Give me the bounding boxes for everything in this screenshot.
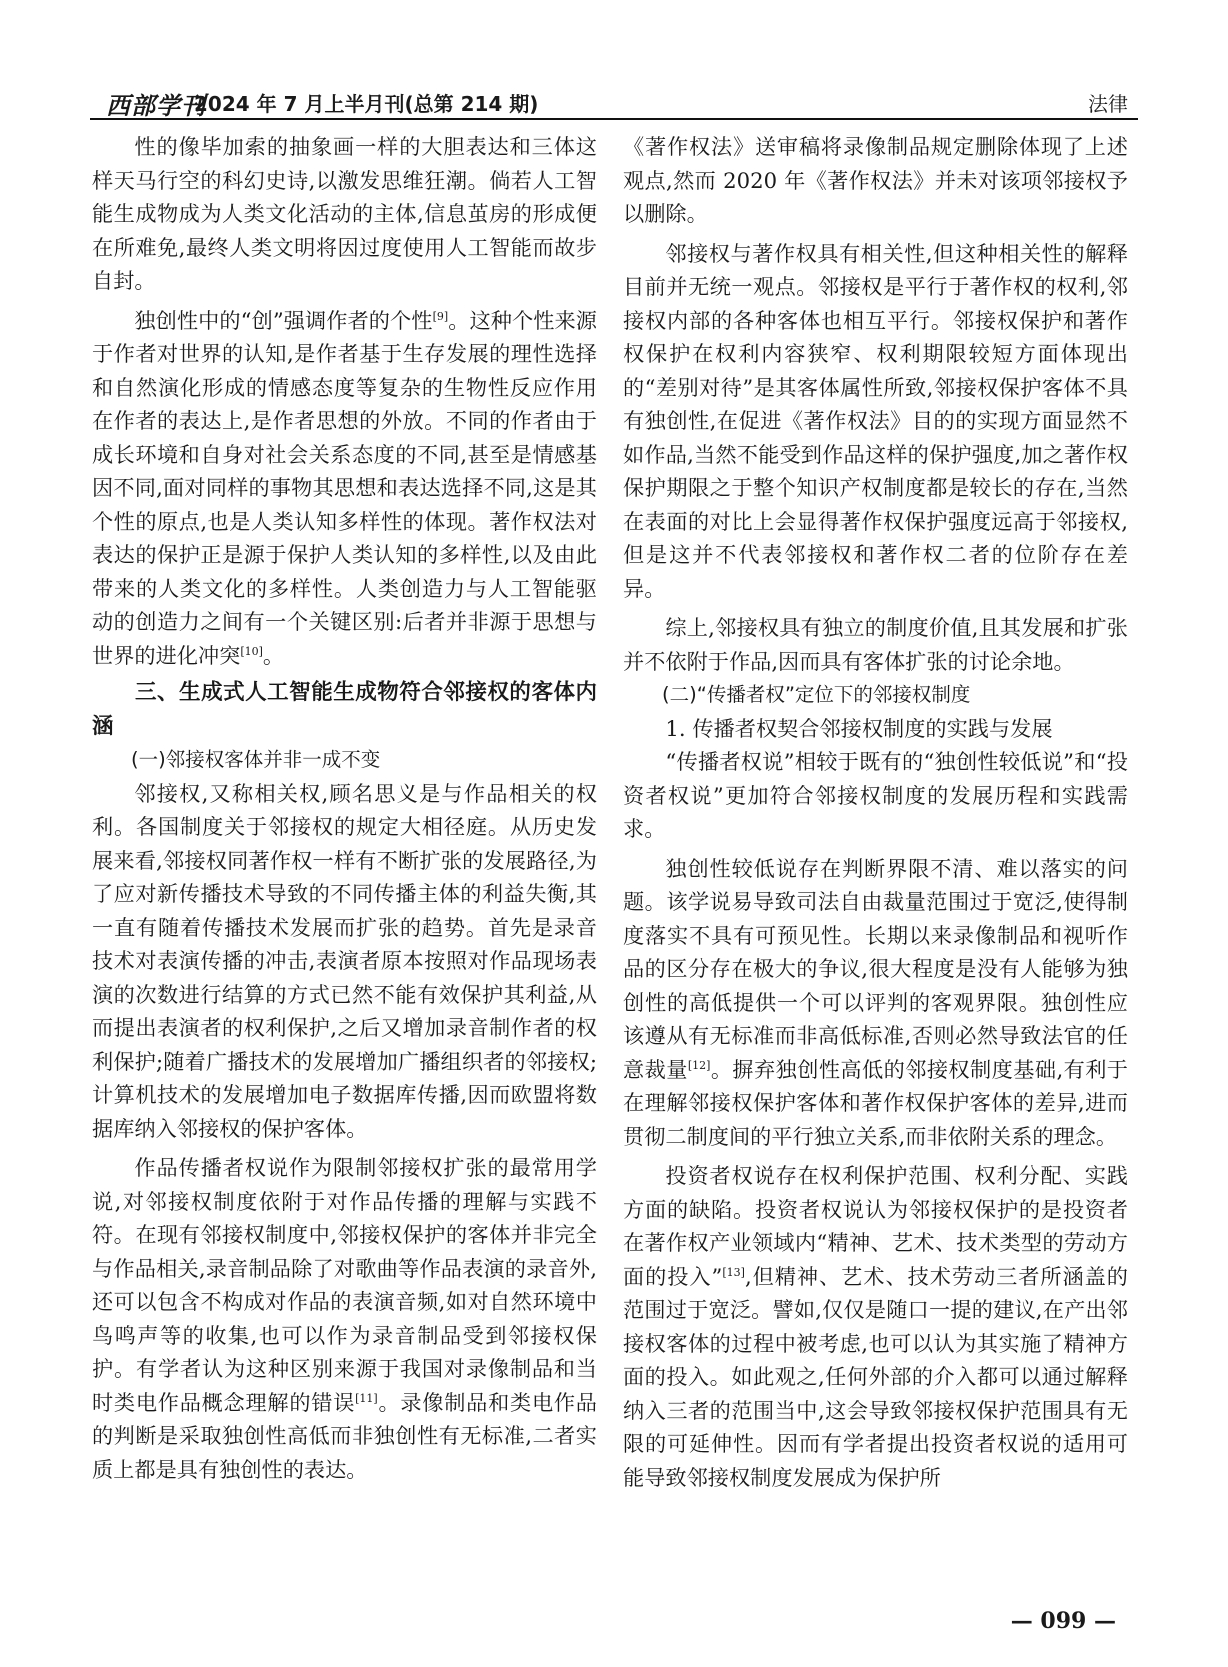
paragraph-text: 综上,邻接权具有独立的制度价值,且其发展和扩张并不依附于作品,因而具有客体扩张的讨论余地。 bbox=[623, 615, 1128, 674]
paragraph-text: ,但精神、艺术、技术劳动三者所涵盖的范围过于宽泛。譬如,仅仅是随口一提的建议,在产出邻接权客体的过程中被考虑,也可以认为其实施了精神方面的投入。如此观之,任何外部的介入都可以通过解释纳入三者的范围当中,这会导致邻接权保护范围具有无限的可延伸性。因而有学者提出投资者权说的适用可能导致邻接权制度发展成为保护所 bbox=[623, 1263, 1128, 1490]
page-header bbox=[90, 84, 1138, 120]
paragraph-text: 独创性中的“创”强调作者的个性 bbox=[134, 307, 433, 333]
paragraph-text: 。这种个性来源于作者对世界的认知,是作者基于生存发展的理性选择和自然演化形成的情感态度等复杂的生物性反应作用在作者的表达上,是作者思想的外放。不同的作者由于成长环境和自身对社会关系态度的不同,甚至是情感基因不同,面对同样的事物其思想和表达选择不同,这是其个性的原点,也是人类认知多样性的体现。著作权法对表达的保护正是源于保护人类认知的多样性,以及由此带来的人类文化的多样性。人类创造力与人工智能驱动的创造力之间有一个关键区别:后者并非源于思想与世界的进化冲突 bbox=[92, 307, 597, 668]
left-column bbox=[92, 130, 597, 1486]
body-paragraph bbox=[92, 130, 597, 298]
right-column bbox=[623, 130, 1128, 1494]
body-paragraph bbox=[623, 745, 1128, 846]
body-paragraph bbox=[623, 1159, 1128, 1494]
body-paragraph bbox=[623, 852, 1128, 1154]
paragraph-text: 。录像制品和类电作品的判断是采取独创性高低而非独创性有无标准,二者实质上都是具有独创性的表达。 bbox=[92, 1389, 597, 1482]
section-title: 法律 bbox=[1088, 92, 1128, 116]
section-heading: 三、生成式人工智能生成物符合邻接权的客体内涵 bbox=[92, 680, 597, 739]
issue-info: 2024 年 7 月上半月刊(总第 214 期) bbox=[194, 92, 539, 116]
subsection-heading: (一)邻接权客体并非一成不变 bbox=[131, 748, 381, 771]
body-paragraph bbox=[92, 1151, 597, 1486]
subsection-heading: (二)“传播者权”定位下的邻接权制度 bbox=[662, 683, 971, 706]
citation-ref: [11] bbox=[355, 1391, 378, 1405]
paragraph-text: 。 bbox=[262, 642, 285, 668]
body-paragraph bbox=[623, 237, 1128, 606]
citation-ref: [12] bbox=[687, 1058, 711, 1072]
paragraph-text: 独创性较低说存在判断界限不清、难以落实的问题。该学说易导致司法自由裁量范围过于宽泛,使得制度落实不具有可预见性。长期以来录像制品和视听作品的区分存在极大的争议,很大程度是没有人能够为独创性的高低提供一个可以评判的客观界限。独创性应该遵从有无标准而非高低标准,否则必然导致法官的任意裁量 bbox=[623, 855, 1128, 1082]
citation-ref: [9] bbox=[432, 309, 449, 323]
journal-logo: 西部学刊 bbox=[106, 91, 206, 120]
paragraph-text: 。摒弃独创性高低的邻接权制度基础,有利于在理解邻接权保护客体和著作权保护客体的差异,进而贯彻二制度间的平行独立关系,而非依附关系的理念。 bbox=[623, 1056, 1128, 1149]
body-paragraph bbox=[92, 777, 597, 1146]
body-paragraph bbox=[623, 130, 1128, 231]
subsubsection-heading: 1. 传播者权契合邻接权制度的实践与发展 bbox=[665, 715, 1053, 741]
body-paragraph bbox=[623, 611, 1128, 678]
body-paragraph bbox=[92, 304, 597, 673]
paragraph-text: 投资者权说存在权利保护范围、权利分配、实践方面的缺陷。投资者权说认为邻接权保护的是投资者在著作权产业领域内“精神、艺术、技术类型的劳动方面的投入” bbox=[623, 1163, 1128, 1289]
paragraph-text: 作品传播者权说作为限制邻接权扩张的最常用学说,对邻接权制度依附于对作品传播的理解与实践不符。在现有邻接权制度中,邻接权保护的客体并非完全与作品相关,录音制品除了对歌曲等作品表演的录音外,还可以包含不构成对作品的表演音频,如对自然环境中鸟鸣声等的收集,也可以作为录音制品受到邻接权保护。有学者认为这种区别来源于我国对录像制品和当时类电作品概念理解的错误 bbox=[92, 1155, 597, 1415]
paragraph-text: “传播者权说”相较于既有的“独创性较低说”和“投资者权说”更加符合邻接权制度的发展历程和实践需求。 bbox=[623, 749, 1128, 841]
citation-ref: [13] bbox=[722, 1265, 745, 1279]
paragraph-text: 《著作权法》送审稿将录像制品规定删除体现了上述观点,然而 2020 年《著作权法》并未对该项邻接权予以删除。 bbox=[623, 134, 1128, 226]
paragraph-text: 邻接权与著作权具有相关性,但这种相关性的解释目前并无统一观点。邻接权是平行于著作权的权利,邻接权内部的各种客体也相互平行。邻接权保护和著作权保护在权利内容狭窄、权利期限较短方面体现出的“差别对待”是其客体属性所致,邻接权保护客体不具有独创性,在促进《著作权法》目的的实现方面显然不如作品,当然不能受到作品这样的保护强度,加之著作权保护期限之于整个知识产权制度都是较长的存在,当然在表面的对比上会显得著作权保护强度远高于邻接权,但是这并不代表邻接权和著作权二者的位阶存在差异。 bbox=[623, 240, 1128, 601]
citation-ref: [10] bbox=[240, 644, 263, 658]
paragraph-text: 邻接权,又称相关权,顾名思义是与作品相关的权利。各国制度关于邻接权的规定大相径庭。从历史发展来看,邻接权同著作权一样有不断扩张的发展路径,为了应对新传播技术导致的不同传播主体的利益失衡,其一直有随着传播技术发展而扩张的趋势。首先是录音技术对表演传播的冲击,表演者原本按照对作品现场表演的次数进行结算的方式已然不能有效保护其利益,从而提出表演者的权利保护,之后又增加录音制作者的权利保护;随着广播技术的发展增加广播组织者的邻接权;计算机技术的发展增加电子数据库传播,因而欧盟将数据库纳入邻接权的保护客体。 bbox=[92, 780, 597, 1141]
page-number: — 099 — bbox=[1010, 1608, 1116, 1634]
paragraph-text: 性的像毕加索的抽象画一样的大胆表达和三体这样天马行空的科幻史诗,以激发思维狂潮。倘若人工智能生成物成为人类文化活动的主体,信息茧房的形成便在所难免,最终人类文明将因过度使用人工智能而故步自封。 bbox=[92, 134, 597, 293]
